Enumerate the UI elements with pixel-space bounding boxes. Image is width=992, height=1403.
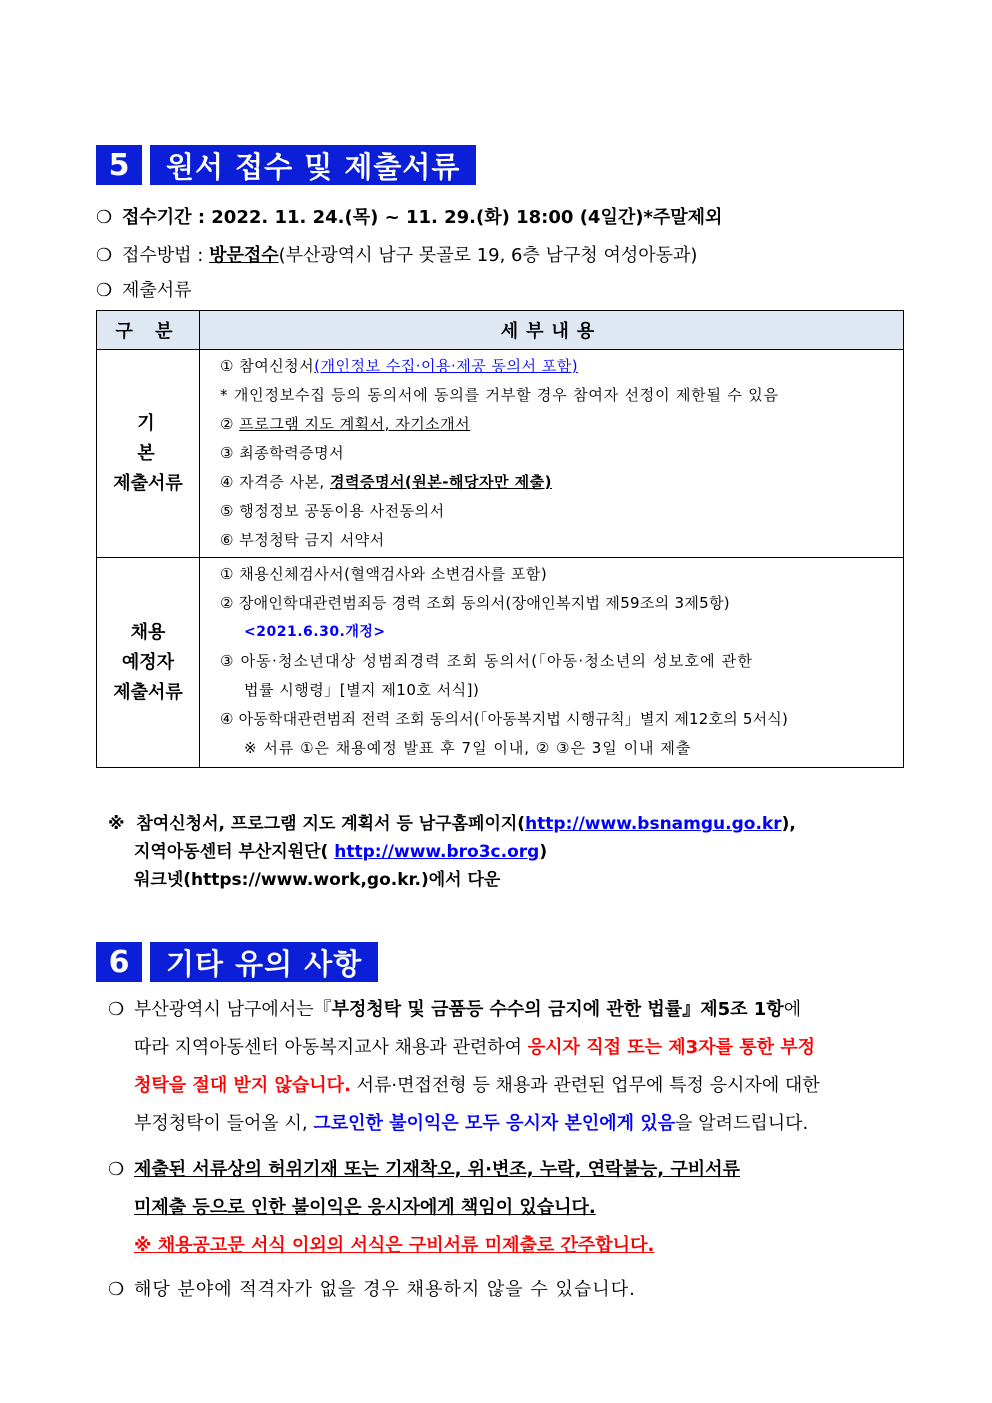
- p1-line4: [108, 1109, 820, 1139]
- list-item: [220, 410, 903, 439]
- note-text-end: ): [539, 842, 548, 862]
- documents-table: [96, 310, 904, 768]
- category-planned: [97, 558, 200, 768]
- table-header-row: [97, 311, 904, 350]
- note-mark: ※: [108, 814, 125, 834]
- p1-law: 부정청탁 및 금품등 수수의 금지에 관한 법률: [331, 999, 683, 1020]
- p1-emphasis: 그로인한 불이익은 모두 응시자 본인에게 있음: [313, 1113, 676, 1134]
- download-line1: [108, 810, 796, 838]
- item-strong: 경력증명서(원본-해당자만 제출): [329, 473, 553, 491]
- list-item: ④ 아동학대관련범죄 전력 조회 동의서(「아동복지법 시행규칙」별지 제12호의 5서식): [220, 710, 789, 728]
- category-basic: [97, 350, 200, 558]
- list-item-note: * 개인정보수집 등의 동의서에 동의를 거부할 경우 참여자 선정이 제한될 수 있음: [220, 386, 779, 404]
- p2-line1: [108, 1155, 740, 1185]
- p2-line3: [108, 1231, 740, 1261]
- category-basic-line1: 기 본: [137, 412, 173, 464]
- bullet-icon: ❍: [108, 1159, 125, 1180]
- list-item: ③ 최종학력증명서: [220, 444, 345, 462]
- p1-text: 부정청탁이 들어올 시,: [134, 1113, 314, 1134]
- header-details: 세부내용: [200, 311, 904, 350]
- list-item: [220, 468, 903, 497]
- note-text: 참여신청서, 프로그램 지도 계획서 등 남구홈페이지(: [136, 814, 526, 834]
- planned-note: ※ 서류 ①은 채용예정 발표 후 7일 이내, ② ③은 3일 이내 제출: [244, 739, 692, 757]
- method-rest: (부산광역시 남구 못골로 19, 6층 남구청 여성아동과): [278, 245, 698, 266]
- category-planned-line3: 제출서류: [113, 681, 183, 703]
- download-line2: [108, 838, 796, 866]
- notice-paragraph-3: [108, 1275, 636, 1305]
- item-num: ④ 자격증 사본,: [220, 473, 330, 491]
- bullet-icon: ❍: [108, 1279, 125, 1300]
- p1-line2: [108, 1033, 820, 1063]
- planned-items: [200, 558, 904, 768]
- p1-warning: 청탁을 절대 받지 않습니다.: [134, 1075, 351, 1096]
- reception-period-text: 접수기간 : 2022. 11. 24.(목) ~ 11. 29.(화) 18:00 (4일간)*주말제외: [122, 207, 723, 228]
- list-item: ② 장애인학대관련범죄등 경력 조회 동의서(장애인복지법 제59조의 3제5항): [220, 594, 730, 612]
- header-category: 구 분: [97, 311, 200, 350]
- p2-text: 제출된 서류상의 허위기재 또는 기재착오, 위·변조, 누락, 연락불능, 구비서류: [134, 1159, 740, 1180]
- list-item: ③ 아동·청소년대상 성범죄경력 조회 동의서(「아동·청소년의 성보호에 관한: [220, 652, 754, 670]
- bullet-icon: ❍: [96, 245, 113, 266]
- revision-note: <2021.6.30.개정>: [244, 624, 386, 640]
- bullet-icon: ❍: [108, 999, 125, 1020]
- list-item: ⑥ 부정청탁 금지 서약서: [220, 531, 385, 549]
- consent-link[interactable]: (개인정보 수집·이용·제공 동의서 포함): [314, 357, 579, 375]
- p1-warning: 응시자 직접 또는 제3자를 통한 부정: [527, 1037, 816, 1058]
- reception-method: [96, 241, 697, 267]
- bullet-icon: ❍: [96, 280, 113, 301]
- category-basic-line2: 제출서류: [113, 472, 183, 494]
- reception-period: [96, 203, 722, 229]
- p2-line2: [108, 1193, 740, 1223]
- note-text: 지역아동센터 부산지원단(: [134, 842, 335, 862]
- p1-line1: [108, 995, 820, 1025]
- item-num: ②: [220, 415, 240, 433]
- category-planned-line1: 채용: [130, 621, 166, 643]
- p2-text: 미제출 등으로 인한 불이익은 응시자에게 책임이 있습니다.: [134, 1197, 596, 1218]
- notice-paragraph-1: [108, 995, 820, 1139]
- table-row-basic: [97, 350, 904, 558]
- note-text-end: ),: [781, 814, 796, 834]
- section-5-title: 원서 접수 및 제출서류: [150, 145, 476, 185]
- docs-label-text: 제출서류: [122, 280, 192, 301]
- list-item: [220, 352, 903, 381]
- table-row-planned: [97, 558, 904, 768]
- download-note: [108, 810, 796, 894]
- list-item: ⑤ 행정정보 공동이용 사전동의서: [220, 502, 445, 520]
- category-planned-line2: 예정자: [121, 651, 175, 673]
- section-5-header: [96, 145, 476, 185]
- download-line3: 워크넷(https://www.work,go.kr.)에서 다운: [134, 870, 501, 890]
- p1-text-end: 을 알려드립니다.: [675, 1113, 809, 1134]
- basic-items: [200, 350, 904, 558]
- section-6-number: 6: [96, 942, 142, 982]
- item-text: ① 참여신청서: [220, 357, 315, 375]
- notice-paragraph-2: [108, 1155, 740, 1261]
- p1-article: 』제5조 1항: [682, 999, 784, 1020]
- list-item-cont: 법률 시행령」[별지 제10호 서식]): [244, 681, 480, 699]
- p3-text: 해당 분야에 적격자가 없을 경우 채용하지 않을 수 있습니다.: [134, 1279, 636, 1300]
- namgu-homepage-link[interactable]: http://www.bsnamgu.go.kr: [525, 814, 782, 834]
- p2-warning: ※ 채용공고문 서식 이외의 서식은 구비서류 미제출로 간주합니다.: [134, 1235, 655, 1256]
- item-text: 프로그램 지도 계획서, 자기소개서: [239, 415, 471, 433]
- p1-text: 서류·면접전형 등 채용과 관련된 업무에 특정 응시자에 대한: [350, 1075, 820, 1096]
- section-6-title: 기타 유의 사항: [150, 942, 378, 982]
- list-item: ① 채용신체검사서(혈액검사와 소변검사를 포함): [220, 565, 548, 583]
- p1-text-end: 에: [783, 999, 802, 1020]
- docs-label: [96, 276, 192, 302]
- method-strong: 방문접수: [209, 245, 279, 266]
- p1-text: 따라 지역아동센터 아동복지교사 채용과 관련하여: [134, 1037, 528, 1058]
- method-prefix: 접수방법 :: [122, 245, 210, 266]
- bullet-icon: ❍: [96, 207, 113, 228]
- section-5-number: 5: [96, 145, 142, 185]
- p1-text: 부산광역시 남구에서는『: [134, 999, 332, 1020]
- p1-line3: [108, 1071, 820, 1101]
- section-6-header: [96, 942, 378, 982]
- bro3c-link[interactable]: http://www.bro3c.org: [334, 842, 540, 862]
